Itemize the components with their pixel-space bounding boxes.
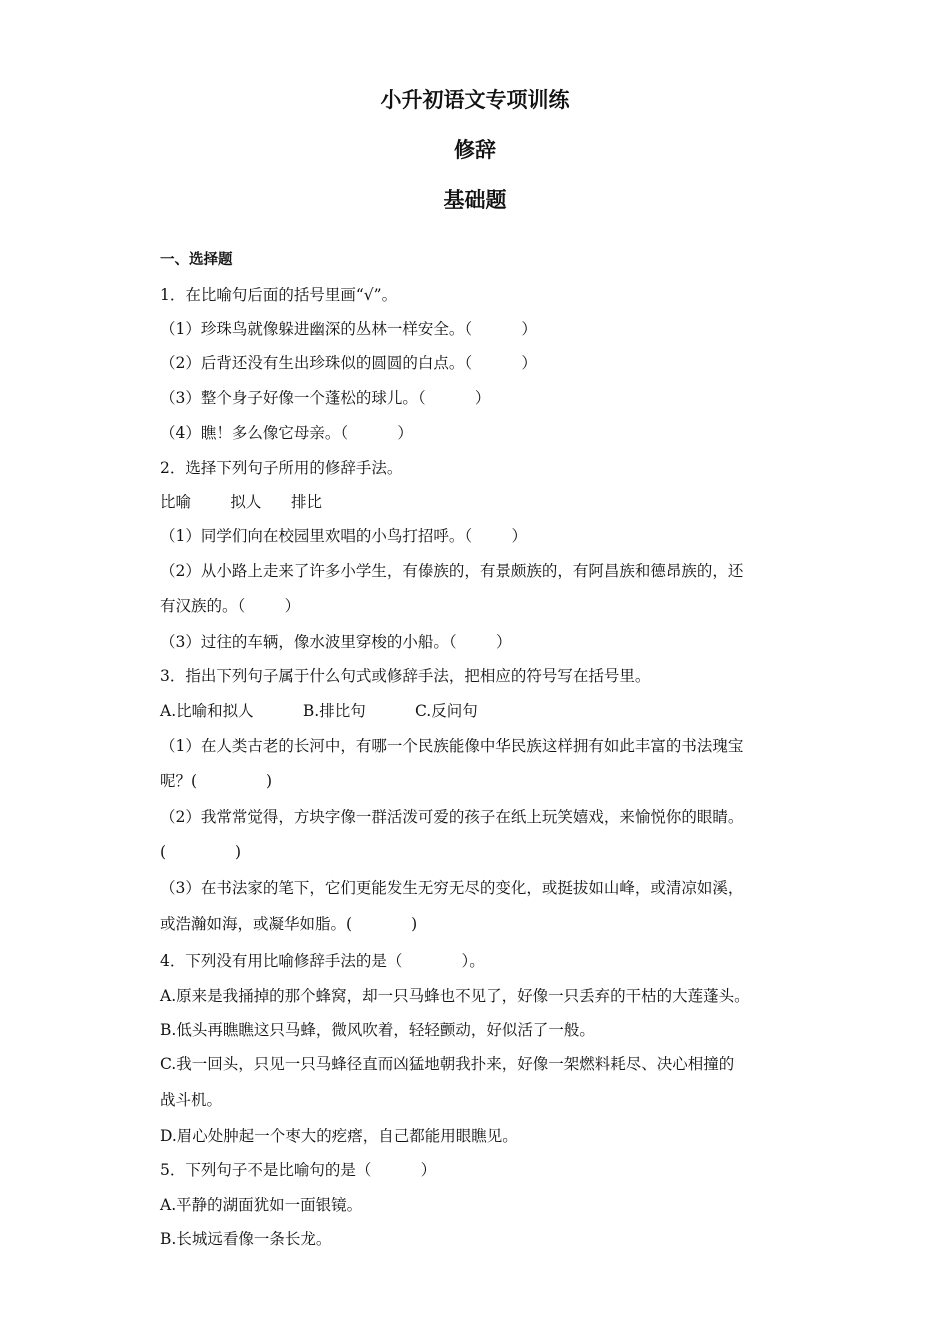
question-2-item-1: （1）同学们向在校园里欢唱的小鸟打招呼。（ ） xyxy=(160,527,528,545)
question-2-stem: 2．选择下列句子所用的修辞手法。 xyxy=(160,459,403,477)
question-3-item-1-line-1: （1）在人类古老的长河中，有哪一个民族能像中华民族这样拥有如此丰富的书法瑰宝 xyxy=(160,737,744,755)
question-3-item-2-line-1: （2）我常常觉得，方块字像一群活泼可爱的孩子在纸上玩笑嬉戏，来愉悦你的眼睛。 xyxy=(160,808,744,826)
question-3-item-3-line-1: （3）在书法家的笔下，它们更能发生无穷无尽的变化，或挺拔如山峰，或清凉如溪， xyxy=(160,879,744,897)
question-4-option-c-line-2: 战斗机。 xyxy=(160,1091,223,1109)
question-3-item-1-line-2: 呢？( ) xyxy=(160,772,273,790)
document-title: 小升初语文专项训练 xyxy=(380,88,570,112)
question-2-options: 比喻 拟人 排比 xyxy=(160,493,322,511)
question-2-item-2-line-1: （2）从小路上走来了许多小学生，有傣族的，有景颇族的，有阿昌族和德昂族的，还 xyxy=(160,562,744,580)
question-3-options: A.比喻和拟人 B.排比句 C.反问句 xyxy=(160,702,478,720)
question-2-item-2-line-2: 有汉族的。（ ） xyxy=(160,597,301,615)
question-3-item-2-line-2: ( ) xyxy=(160,843,242,861)
question-4-option-a: A.原来是我捅掉的那个蜂窝，却一只马蜂也不见了，好像一只丢弃的干枯的大莲蓬头。 xyxy=(160,987,750,1005)
document-level: 基础题 xyxy=(443,188,507,212)
question-1-item-3: （3）整个身子好像一个蓬松的球儿。（ ） xyxy=(160,389,491,407)
question-4-option-d: D.眉心处肿起一个枣大的疙瘩，自己都能用眼瞧见。 xyxy=(160,1127,518,1145)
question-1-item-1: （1）珍珠鸟就像躲进幽深的丛林一样安全。（ ） xyxy=(160,320,537,338)
section-heading: 一、选择题 xyxy=(160,252,233,268)
question-1-item-2: （2）后背还没有生出珍珠似的圆圆的白点。（ ） xyxy=(160,354,537,372)
question-3-item-3-line-2: 或浩瀚如海，或凝华如脂。( ) xyxy=(160,915,418,933)
question-5-option-a: A.平静的湖面犹如一面银镜。 xyxy=(160,1196,363,1214)
question-4-option-b: B.低头再瞧瞧这只马蜂，微风吹着，轻轻颤动，好似活了一般。 xyxy=(160,1021,595,1039)
question-3-stem: 3．指出下列句子属于什么句式或修辞手法，把相应的符号写在括号里。 xyxy=(160,667,651,685)
question-4-stem: 4．下列没有用比喻修辞手法的是（ ）。 xyxy=(160,952,485,970)
question-1-stem: 1．在比喻句后面的括号里画“√”。 xyxy=(160,286,398,304)
question-4-option-c-line-1: C.我一回头，只见一只马蜂径直而凶猛地朝我扑来，好像一架燃料耗尽、决心相撞的 xyxy=(160,1055,735,1073)
document-subtitle: 修辞 xyxy=(454,138,496,162)
question-5-option-b: B.长城远看像一条长龙。 xyxy=(160,1230,332,1248)
question-5-stem: 5．下列句子不是比喻句的是（ ） xyxy=(160,1161,437,1179)
question-2-item-3: （3）过往的车辆，像水波里穿梭的小船。（ ） xyxy=(160,633,512,651)
question-1-item-4: （4）瞧！多么像它母亲。（ ） xyxy=(160,424,413,442)
